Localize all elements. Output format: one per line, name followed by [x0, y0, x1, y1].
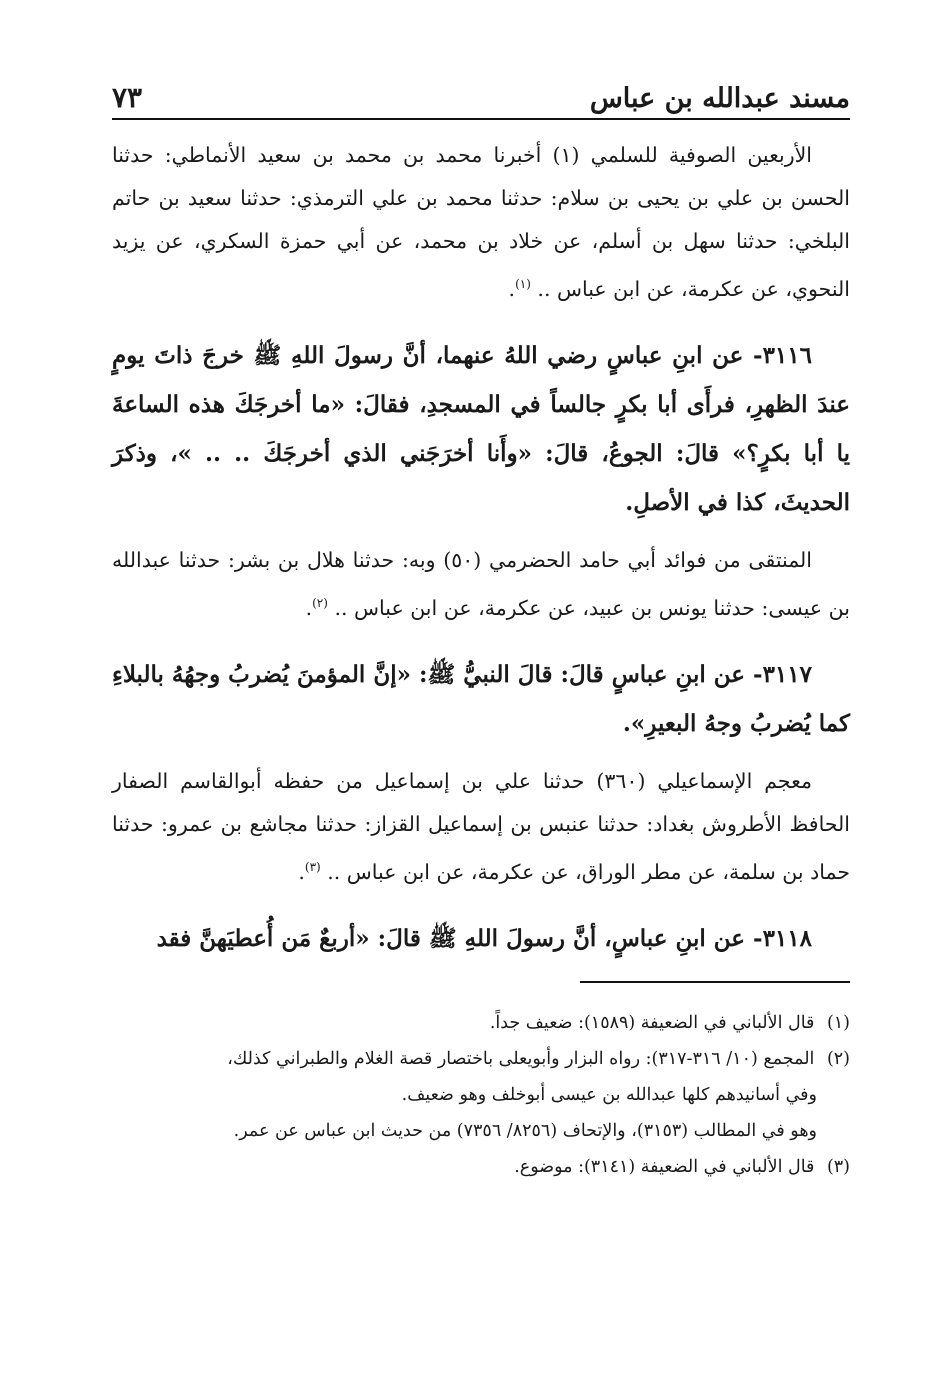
source-text: الأربعين الصوفية للسلمي (١) أخبرنا محمد بن محمد بن سعيد الأنماطي: حدثنا الحسن بن علي بن يحيى بن سلام: حدثنا محمد بن علي الترمذي: حدثنا سعيد بن حاتم البلخي: حدثنا سهل بن أسلم، عن خلاد بن محمد، عن أبي حمزة السكري، عن يزيد النحوي، عن عكرمة، عن ابن عباس .. [112, 143, 850, 301]
footnote-ref: (٢) [312, 596, 328, 610]
footnote-3 [112, 1149, 850, 1185]
hadith-text: ٣١١٨- عن ابنِ عباسٍ، أنَّ رسولَ اللهِ ﷺ قالَ: «أربعٌ مَن أُعطيَهنَّ فقد [156, 925, 812, 952]
terminal-dot: . [298, 860, 305, 884]
hadith-text: ٣١١٧- عن ابنِ عباسٍ قالَ: قالَ النبيُّ ﷺ: «إنَّ المؤمنَ يُضربُ وجهُهُ بالبلاءِ كما يُضربُ وجهُ البعيرِ». [112, 661, 850, 737]
footnote-number: (٢) [826, 1049, 850, 1069]
footnote-divider [580, 981, 850, 983]
footnote-2-continued [112, 1113, 850, 1149]
source-paragraph-3 [112, 760, 850, 894]
footnote-2 [112, 1041, 850, 1077]
footnote-ref: (٣) [304, 860, 321, 874]
source-paragraph-2 [112, 539, 850, 630]
hadith-text: ٣١١٦- عن ابنِ عباسٍ رضي اللهُ عنهما، أنَّ رسولَ اللهِ ﷺ خرجَ ذاتَ يومٍ عندَ الظهرِ، فرأَى أبا بكرٍ جالساً في المسجدِ، فقالَ: «ما أخرجَكَ هذه الساعةَ يا أبا بكرٍ؟» قالَ: الجوعُ، قالَ: «وأَنا أخرَجَني الذي أخرجَكَ .. .. »، وذكرَ الحديثَ، كذا في الأصلِ. [112, 342, 850, 516]
footnote-text: وفي أسانيدهم كلها عبدالله بن عيسى أبوخلف وهو ضعيف. [401, 1085, 817, 1105]
hadith-3117 [112, 650, 850, 748]
footnote-text: قال الألباني في الضعيفة (٣١٤١): موضوع. [514, 1157, 815, 1177]
footnote-text: قال الألباني في الضعيفة (١٥٨٩): ضعيف جداً. [489, 1013, 815, 1033]
footnote-text: المجمع (١٠/ ٣١٦-٣١٧): رواه البزار وأبويعلى باختصار قصة الغلام والطبراني كذلك، [227, 1049, 815, 1069]
hadith-3116 [112, 331, 850, 527]
footnote-ref: (١) [515, 277, 531, 291]
footnote-number: (٣) [826, 1157, 850, 1177]
page-header [112, 70, 850, 120]
footnote-text: وهو في المطالب (٣١٥٣)، والإتحاف (٨٢٥٦/ ٧٣٥٦) من حديث ابن عباس عن عمر. [233, 1121, 817, 1141]
terminal-dot: . [508, 277, 516, 301]
hadith-3118 [112, 914, 850, 963]
footnote-number: (١) [826, 1013, 850, 1033]
source-text: المنتقى من فوائد أبي حامد الحضرمي (٥٠) وبه: حدثنا هلال بن بشر: حدثنا عبدالله بن عيسى: حدثنا يونس بن عبيد، عن عكرمة، عن ابن عباس .. [112, 548, 850, 620]
page-number: ٧٣ [112, 81, 143, 114]
terminal-dot: . [305, 596, 313, 620]
running-title: مسند عبدالله بن عباس [589, 83, 850, 114]
footnote-2-continued [112, 1077, 850, 1113]
page [112, 70, 850, 1310]
source-text: معجم الإسماعيلي (٣٦٠) حدثنا علي بن إسماعيل من حفظه أبوالقاسم الصفار الحافظ الأطروش بغداد: حدثنا عنبس بن إسماعيل القزاز: حدثنا مجاشع بن عمرو: حدثنا حماد بن سلمة، عن مطر الوراق، عن عكرمة، عن ابن عباس .. [112, 769, 850, 884]
footnotes [112, 1005, 850, 1185]
footnote-1 [112, 1005, 850, 1041]
source-paragraph-1 [112, 134, 850, 311]
